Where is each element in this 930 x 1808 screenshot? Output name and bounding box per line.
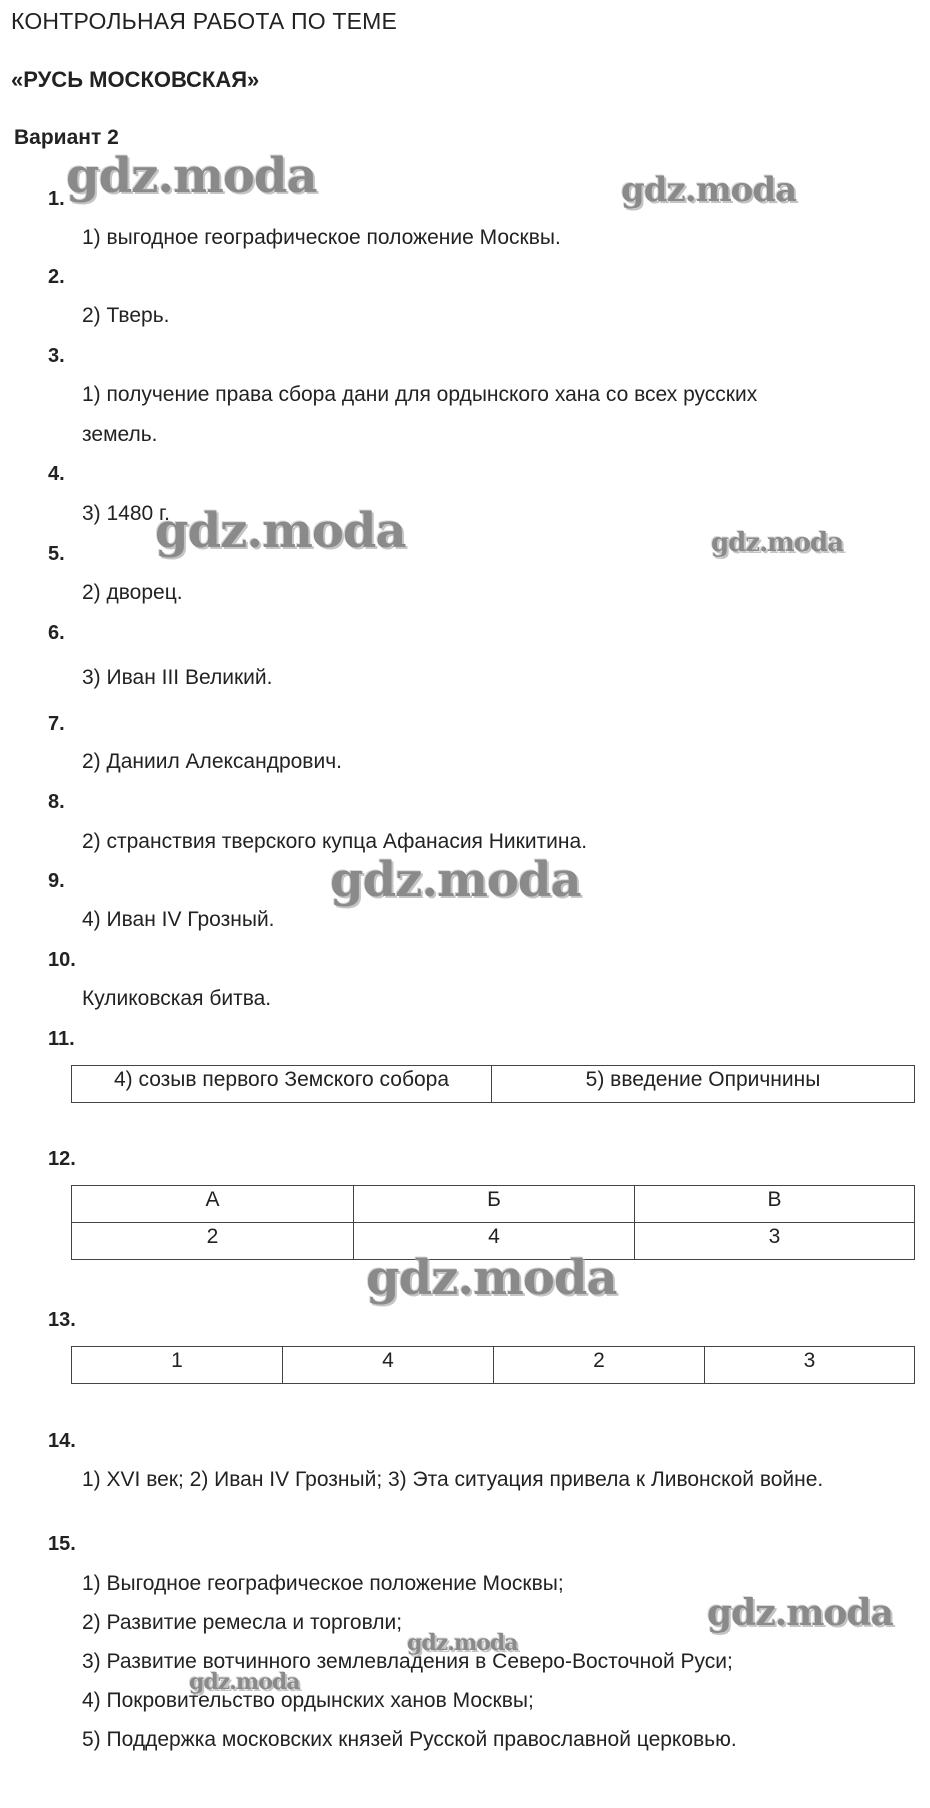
- table-cell: 3: [705, 1347, 915, 1384]
- watermark: gdz.moda: [711, 528, 844, 558]
- table-cell: 4) созыв первого Земского собора: [72, 1066, 492, 1103]
- watermark: gdz.moda: [330, 852, 581, 908]
- watermark: gdz.moda: [366, 1250, 617, 1306]
- answer-table-11: [71, 1065, 915, 1103]
- table-cell: 5) введение Опричнины: [492, 1066, 915, 1103]
- answer-text: 1) Выгодное географическое положение Москвы;: [82, 1572, 564, 1595]
- watermark: gdz.moda: [189, 1669, 300, 1695]
- table-cell: Б: [354, 1186, 635, 1223]
- watermark: gdz.moda: [621, 170, 797, 210]
- answer-table-13: [71, 1346, 915, 1384]
- answer-text: 2) дворец.: [82, 581, 183, 604]
- answer-text: 1) получение права сбора дани для ордынского хана со всех русских: [82, 383, 758, 406]
- watermark: gdz.moda: [66, 148, 317, 204]
- question-number: 14.: [48, 1430, 76, 1452]
- answer-text: 4) Иван IV Грозный.: [82, 908, 275, 931]
- answer-text: 3) Развитие вотчинного землевладения в Северо-Восточной Руси;: [82, 1650, 733, 1673]
- answer-text: 2) странствия тверского купца Афанасия Никитина.: [82, 830, 588, 853]
- page-title: КОНТРОЛЬНАЯ РАБОТА ПО ТЕМЕ: [11, 8, 398, 34]
- question-number: 1.: [48, 188, 65, 210]
- answer-text: 2) Тверь.: [82, 304, 170, 327]
- question-number: 7.: [48, 713, 65, 735]
- answer-text: 5) Поддержка московских князей Русской православной церковью.: [82, 1728, 737, 1751]
- question-number: 8.: [48, 791, 65, 813]
- table-cell: 2: [494, 1347, 705, 1384]
- table-cell: 1: [72, 1347, 283, 1384]
- watermark: gdz.moda: [707, 1592, 893, 1634]
- table-cell: 4: [283, 1347, 494, 1384]
- answer-text: 4) Покровительство ордынских ханов Москвы;: [82, 1689, 534, 1712]
- table-cell: 3: [635, 1223, 915, 1260]
- question-number: 13.: [48, 1309, 76, 1331]
- answer-text: 2) Развитие ремесла и торговли;: [82, 1611, 403, 1634]
- topic-title: «РУСЬ МОСКОВСКАЯ»: [11, 67, 260, 92]
- question-number: 2.: [48, 266, 65, 288]
- answer-table-12: [71, 1185, 915, 1260]
- question-number: 6.: [48, 622, 65, 644]
- watermark: gdz.moda: [407, 1630, 518, 1656]
- question-number: 9.: [48, 870, 65, 892]
- question-number: 5.: [48, 543, 65, 565]
- question-number: 4.: [48, 463, 65, 485]
- table-cell: А: [72, 1186, 354, 1223]
- answer-text: Куликовская битва.: [82, 987, 272, 1010]
- table-cell: 4: [354, 1223, 635, 1260]
- answer-text: 1) выгодное географическое положение Москвы.: [82, 226, 561, 249]
- question-number: 11.: [48, 1028, 75, 1050]
- answer-text: земель.: [82, 423, 158, 446]
- question-number: 15.: [48, 1533, 76, 1555]
- question-number: 10.: [48, 949, 76, 971]
- answer-text: 3) Иван III Великий.: [82, 666, 273, 689]
- variant-label: Вариант 2: [14, 126, 119, 149]
- table-cell: В: [635, 1186, 915, 1223]
- answer-text: 1) XVI век; 2) Иван IV Грозный; 3) Эта ситуация привела к Ливонской войне.: [82, 1468, 824, 1491]
- question-number: 3.: [48, 345, 65, 367]
- answer-text: 2) Даниил Александрович.: [82, 750, 342, 773]
- answer-text: 3) 1480 г.: [82, 502, 170, 525]
- watermark: gdz.moda: [155, 503, 406, 559]
- table-cell: 2: [72, 1223, 354, 1260]
- question-number: 12.: [48, 1148, 76, 1170]
